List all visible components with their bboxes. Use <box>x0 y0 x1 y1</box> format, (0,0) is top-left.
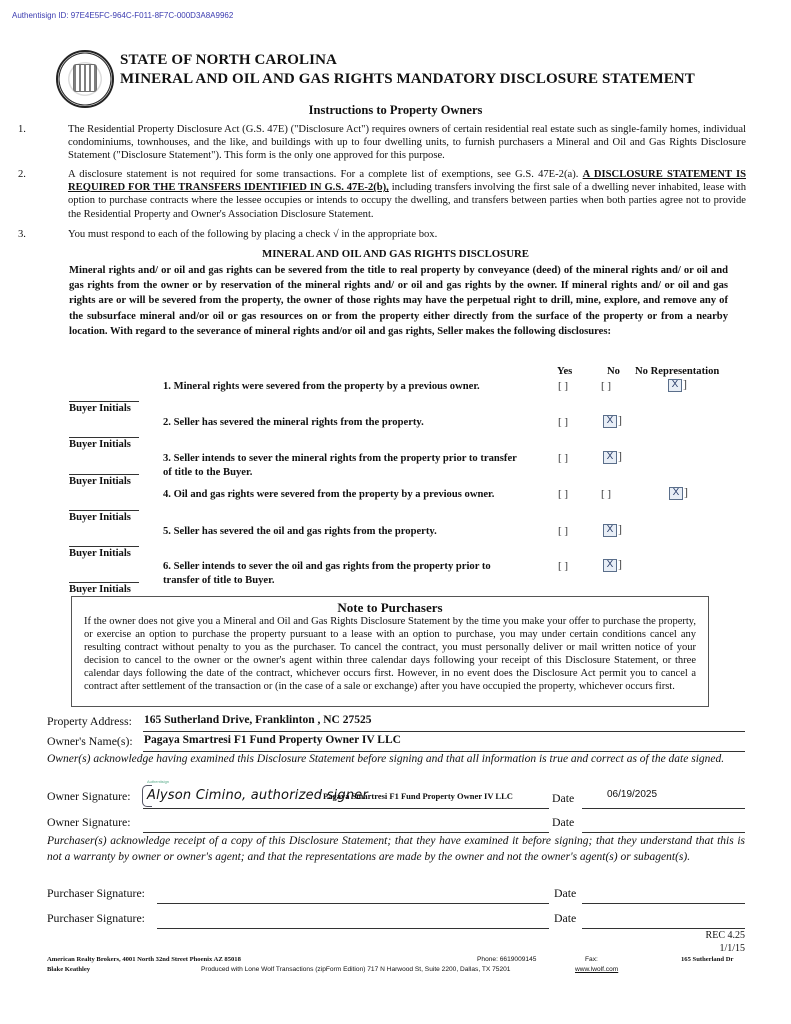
note-to-purchasers-box <box>71 596 709 707</box>
owner-acknowledgement: Owner(s) acknowledge having examined this Disclosure Statement before signing and that all information is true and correct as of the date signed. <box>47 753 725 765</box>
q3-yes-checkbox[interactable]: [ ] <box>558 452 569 464</box>
footer-produced-with: Produced with Lone Wolf Transactions (zipForm Edition) 717 N Harwood St, Suite 2200, Dallas, TX 75201 <box>201 966 511 973</box>
footer-brokerage: American Realty Brokers, 4001 North 32nd Street Phoenix AZ 85018 <box>47 956 241 963</box>
q5-yes-checkbox[interactable]: [ ] <box>558 525 569 537</box>
question-row-4: Buyer Initials 4. Oil and gas rights were severed from the property by a previous owner. [ ] [ ] X ] <box>0 486 791 522</box>
owner-name-value[interactable]: Pagaya Smartresi F1 Fund Property Owner IV LLC <box>144 734 401 746</box>
required-transfers-emphasis: A DISCLOSURE STATEMENT IS REQUIRED FOR THE TRANSFERS IDENTIFIED IN G.S. 47E-2(b), <box>68 169 746 194</box>
owner-date-1[interactable]: 06/19/2025 <box>607 789 658 800</box>
q6-no-checkbox-checked[interactable]: X ] <box>603 559 617 572</box>
buyer-initials-field[interactable] <box>69 582 139 583</box>
authentisign-tag: Authentisign <box>147 779 170 784</box>
buyer-initials-field[interactable] <box>69 546 139 547</box>
purchaser-signature-row-2: Purchaser Signature: Date <box>47 911 745 929</box>
owner-signature-2[interactable] <box>143 832 549 833</box>
owner-signature-entity: Pagaya Smartresi F1 Fund Property Owner IV LLC <box>323 791 513 801</box>
authentisign-id: Authentisign ID: 97E4E5FC-964C-F011-8F7C-000D3A8A9962 <box>12 11 234 20</box>
q1-yes-checkbox[interactable]: [ ] <box>558 380 569 392</box>
footer-website-link[interactable]: www.lwolf.com <box>575 966 619 973</box>
footer-agent: Blake Keathley <box>47 966 91 973</box>
nc-seal-logo <box>56 50 114 108</box>
buyer-initials-field[interactable] <box>69 401 139 402</box>
owner-date-2[interactable] <box>582 832 745 833</box>
note-heading: Note to Purchasers <box>337 600 443 615</box>
buyer-initials-field[interactable] <box>69 510 139 511</box>
owner-name-field: Owner's Name(s): Pagaya Smartresi F1 Fund Property Owner IV LLC <box>47 734 745 752</box>
instructions-heading: Instructions to Property Owners <box>308 103 483 117</box>
question-row-3: Buyer Initials 3. Seller intends to sever the mineral rights from the property prior to transfer of title to the Buyer. [ ] X ] <box>0 450 791 486</box>
instruction-item-1: 1. The Residential Property Disclosure Act (G.S. 47E) ("Disclosure Act") requires owners of certain residential real estate such as single-family homes, individual condominiums, townhouses, and the like, and buildings with up to four dwelling units, to furnish purchasers a Mineral and Oil and Gas Rights Disclosure Statement ("Disclosure Statement"). This form is the only one approved for this purpose. <box>18 124 746 162</box>
purchaser-date-2[interactable] <box>582 928 745 929</box>
form-revision-date: 1/1/15 <box>719 943 745 954</box>
purchaser-date-1[interactable] <box>582 903 745 904</box>
footer-file-ref: 165 Sutherland Dr <box>681 956 734 963</box>
column-no-representation: No Representation <box>635 366 720 377</box>
owner-signature-1[interactable]: Alyson Cimino, authorized signer <box>147 788 368 803</box>
q1-no-checkbox[interactable]: [ ] <box>601 380 612 392</box>
q4-no-representation-checkbox-checked[interactable]: X ] <box>669 487 683 500</box>
property-address-field: Property Address: 165 Sutherland Drive, Franklinton , NC 27525 <box>47 714 745 732</box>
q1-no-representation-checkbox-checked[interactable]: X ] <box>668 379 682 392</box>
question-row-6: Buyer Initials 6. Seller intends to sever the oil and gas rights from the property prior to transfer of title to Buyer. [ ] X ] <box>0 558 791 594</box>
owner-signature-row-1: Owner Signature: Authentisign Alyson Cimino, authorized signer Pagaya Smartresi F1 Fund Property Owner IV LLC Date 06/19/2025 <box>47 789 745 809</box>
title-state: STATE OF NORTH CAROLINA <box>120 52 337 68</box>
q2-yes-checkbox[interactable]: [ ] <box>558 416 569 428</box>
column-no: No <box>607 366 620 377</box>
q4-yes-checkbox[interactable]: [ ] <box>558 488 569 500</box>
question-row-2: Buyer Initials 2. Seller has severed the mineral rights from the property. [ ] X ] <box>0 413 791 449</box>
instruction-item-2: 2. A disclosure statement is not required for some transactions. For a complete list of exemptions, see G.S. 47E-2(a). A DISCLOSURE STATEMENT IS REQUIRED FOR THE TRANSFERS IDENTIFIED IN G.S. 47E-2(b), including transfers involving the first sale of a dwelling never inhabited, lease with option to purchase contracts where the lessee occupies or intends to occupy the dwelling, and transfers between parties when both parties agree not to provide the Residential Property and Owner's Association Disclosure Statement. <box>18 169 746 220</box>
purchaser-acknowledgement: Purchaser(s) acknowledge receipt of a copy of this Disclosure Statement; that they have examined it before signing; that they understand that this is not a warranty by owner or owner's agent; and that the representations are made by the owner and not the owner's agent(s) or subagent(s). <box>47 835 745 863</box>
buyer-initials-field[interactable] <box>69 474 139 475</box>
purchaser-signature-row-1: Purchaser Signature: Date <box>47 886 745 904</box>
column-yes: Yes <box>557 366 573 377</box>
title-form: MINERAL AND OIL AND GAS RIGHTS MANDATORY DISCLOSURE STATEMENT <box>120 71 695 87</box>
purchaser-signature-2[interactable] <box>157 928 549 929</box>
purchaser-signature-1[interactable] <box>157 903 549 904</box>
note-text: If the owner does not give you a Mineral and Oil and Gas Rights Disclosure Statement by the time you make your offer to purchase the property, or exercise an option to purchase the property pursuant to a lease with an option to purchase, you may under certain conditions cancel any resulting contract without penalty to you as the purchaser. To cancel the contract, you must personally deliver or mail written notice of your decision to cancel to the owner or the owner's agent within three calendar days following your receipt of this Disclosure Statement, or three calendar days following the date of the contract, whichever occurs first. However, in no event does the Disclosure Act permit you to cancel a contract after settlement of the transaction or (in the case of a sale or exchange) after you have occupied the property, whichever occurs first. <box>84 616 696 692</box>
q5-no-checkbox-checked[interactable]: X ] <box>603 524 617 537</box>
form-code: REC 4.25 <box>705 930 745 941</box>
owner-signature-row-2: Owner Signature: Date <box>47 815 745 833</box>
property-address-value[interactable]: 165 Sutherland Drive, Franklinton , NC 27525 <box>144 714 372 726</box>
q3-no-checkbox-checked[interactable]: X ] <box>603 451 617 464</box>
buyer-initials-field[interactable] <box>69 437 139 438</box>
q4-no-checkbox[interactable]: [ ] <box>601 488 612 500</box>
disclosure-heading: MINERAL AND OIL AND GAS RIGHTS DISCLOSURE <box>262 248 529 260</box>
disclosure-paragraph: Mineral rights and/ or oil and gas rights can be severed from the title to real property by conveyance (deed) of the mineral rights and/ or oil and gas rights from the owner or by reservation of the mineral rights and/ or oil and gas rights by the owner. If mineral rights and/ or oil and gas rights are or will be severed from the property, the owner of those rights may have the perpetual right to drill, mine, explore, and remove any of the subsurface mineral and/or oil or gas resources on or from the property either directly from the surface of the property or from a nearby location. With regard to the severance of mineral rights and/or oil and gas rights, Seller makes the following disclosures: <box>69 265 728 337</box>
footer-fax: Fax: <box>585 956 598 963</box>
question-row-5: Buyer Initials 5. Seller has severed the oil and gas rights from the property. [ ] X ] <box>0 522 791 558</box>
q2-no-checkbox-checked[interactable]: X ] <box>603 415 617 428</box>
footer-phone: Phone: 6619009145 <box>477 956 537 963</box>
instruction-item-3: 3. You must respond to each of the following by placing a check √ in the appropriate box. <box>18 229 438 240</box>
q6-yes-checkbox[interactable]: [ ] <box>558 560 569 572</box>
question-row-1: Buyer Initials 1. Mineral rights were severed from the property by a previous owner. [ ] [ ] X ] <box>0 377 791 413</box>
